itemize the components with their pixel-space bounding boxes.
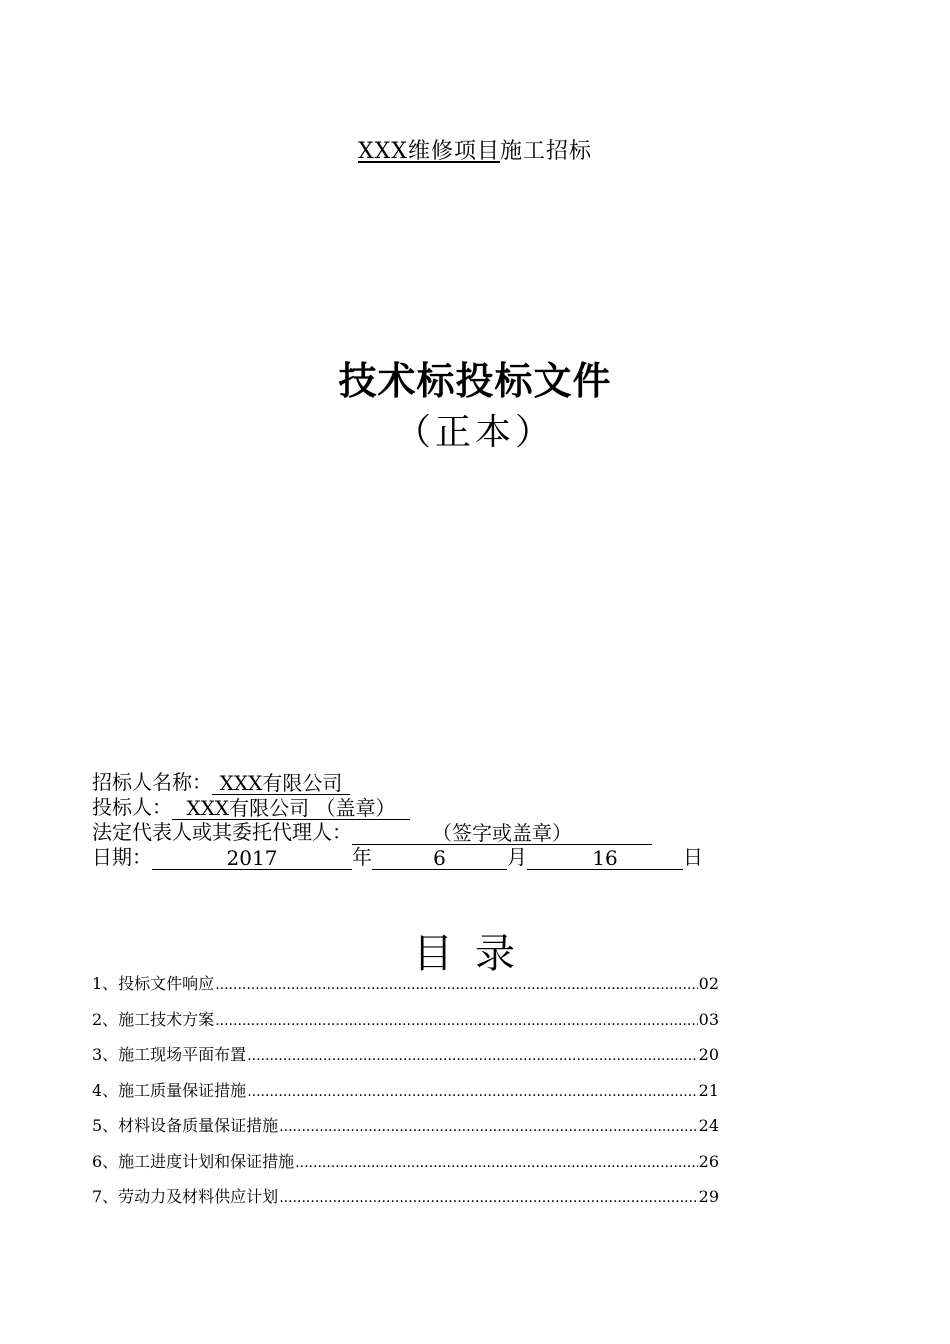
toc-item[interactable] <box>92 1114 719 1150</box>
toc-item[interactable] <box>92 1008 719 1044</box>
document-subtitle: （正本） <box>394 412 555 453</box>
month-unit: 月 <box>507 845 527 869</box>
toc-item[interactable] <box>92 972 719 1008</box>
month-value: 6 <box>372 847 507 870</box>
toc-item-label: 7、劳动力及材料供应计划 <box>92 1187 279 1206</box>
toc-item[interactable] <box>92 1185 719 1221</box>
toc-item-page: 24 <box>698 1116 719 1135</box>
toc-leader-dots <box>215 973 697 997</box>
year-unit: 年 <box>352 845 372 869</box>
toc-leader-dots <box>247 1080 697 1104</box>
bidder-value: XXX有限公司 （盖章） <box>172 797 410 820</box>
legal-rep-value: （签字或盖章） <box>352 822 652 845</box>
toc-title: 目录 <box>413 931 537 977</box>
bid-info-block <box>92 770 703 870</box>
toc-item-label: 5、材料设备质量保证措施 <box>92 1116 279 1135</box>
legal-rep-row <box>92 820 703 845</box>
year-value: 2017 <box>152 847 352 870</box>
document-title: 技术标投标文件 <box>338 359 612 403</box>
tenderer-label: 招标人名称： <box>92 770 212 794</box>
toc-leader-dots <box>247 1044 697 1068</box>
toc-item-page: 26 <box>698 1151 719 1171</box>
toc-item-label: 2、施工技术方案 <box>92 1009 215 1029</box>
toc-leader-dots <box>279 1186 697 1210</box>
toc-item[interactable] <box>92 1150 719 1186</box>
toc-item-label: 1、投标文件响应 <box>92 974 215 993</box>
day-unit: 日 <box>683 845 703 869</box>
toc-item-page: 29 <box>698 1187 719 1206</box>
toc-item[interactable] <box>92 1043 719 1079</box>
toc-item-page: 03 <box>698 1009 719 1029</box>
toc-leader-dots <box>295 1151 697 1175</box>
toc-item[interactable] <box>92 1079 719 1115</box>
project-header <box>0 134 950 165</box>
legal-rep-label: 法定代表人或其委托代理人： <box>92 820 352 844</box>
tenderer-value: XXX有限公司 <box>212 772 350 795</box>
day-value: 16 <box>527 847 683 870</box>
toc-leader-dots <box>279 1115 697 1139</box>
bidder-label: 投标人： <box>92 795 172 819</box>
toc-list <box>92 972 719 1221</box>
project-suffix: 施工招标 <box>499 139 592 164</box>
project-name: XXX维修项目 <box>357 139 500 164</box>
toc-item-page: 21 <box>698 1080 719 1100</box>
toc-item-page: 02 <box>698 974 719 993</box>
toc-leader-dots <box>215 1009 697 1033</box>
toc-item-label: 6、施工进度计划和保证措施 <box>92 1151 295 1171</box>
toc-item-page: 20 <box>698 1045 719 1064</box>
bidder-row <box>92 795 703 820</box>
toc-item-label: 3、施工现场平面布置 <box>92 1045 247 1064</box>
date-row <box>92 845 703 870</box>
date-label: 日期： <box>92 845 152 869</box>
tenderer-row <box>92 770 703 795</box>
toc-item-label: 4、施工质量保证措施 <box>92 1080 247 1100</box>
